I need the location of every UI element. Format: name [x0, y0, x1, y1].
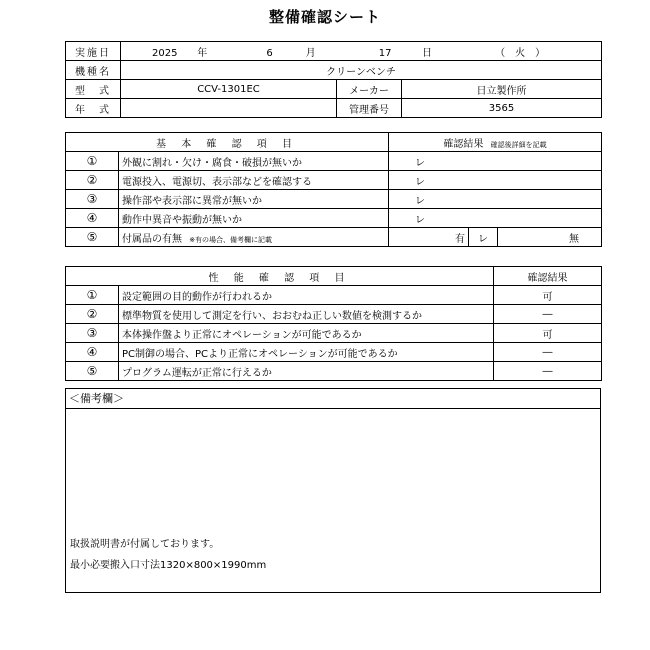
row-number: ② — [66, 305, 119, 324]
check-item-text — [119, 228, 389, 247]
model-name-field[interactable]: クリーンベンチ — [121, 61, 602, 80]
check-item-text: 本体操作盤より正常にオペレーションが可能であるか — [119, 324, 494, 343]
accessory-check[interactable]: レ — [469, 228, 498, 247]
year-value: 2025 — [152, 47, 178, 59]
check-result-cell[interactable]: レ — [389, 209, 602, 228]
check-result-cell[interactable]: レ — [389, 190, 602, 209]
check-item-text: 電源投入、電源切、表示部などを確認する — [119, 171, 389, 190]
accessory-yes[interactable]: 有 — [389, 228, 469, 247]
year-type-label: 年 式 — [66, 99, 121, 118]
check-item-text: プログラム運転が正常に行えるか — [119, 362, 494, 381]
model-name-label: 機種名 — [66, 61, 121, 80]
row-number: ④ — [66, 343, 119, 362]
check-result-cell[interactable]: レ — [389, 152, 602, 171]
check-item-text: PC制御の場合、PCより正常にオペレーションが可能であるか — [119, 343, 494, 362]
row-number: ① — [66, 286, 119, 305]
row-number: ② — [66, 171, 119, 190]
month-unit: 月 — [305, 47, 316, 59]
check-item-text: 外観に割れ・欠け・腐食・破損が無いか — [119, 152, 389, 171]
model-label: 型 式 — [66, 80, 121, 99]
day-unit: 日 — [421, 47, 432, 59]
basic-result-header-label: 確認結果 — [443, 138, 484, 150]
performance-check-table — [65, 266, 602, 381]
table-row — [66, 343, 602, 362]
basic-result-header — [389, 133, 602, 152]
notes-header: ＜備考欄＞ — [66, 389, 600, 409]
mgmt-label: 管理番号 — [337, 99, 402, 118]
notes-box[interactable] — [65, 388, 601, 593]
month-value: 6 — [266, 47, 273, 59]
maker-label: メーカー — [337, 80, 402, 99]
perf-result-header: 確認結果 — [494, 267, 602, 286]
basic-result-note: 確認後詳細を記載 — [490, 140, 547, 149]
check-result-cell[interactable]: 可 — [494, 324, 602, 343]
model-field[interactable]: CCV-1301EC — [121, 80, 337, 99]
row-number: ① — [66, 152, 119, 171]
year-unit: 年 — [197, 47, 208, 59]
day-value: 17 — [378, 47, 392, 59]
weekday: （ 火 ） — [495, 47, 546, 59]
note-line-1: 取扱説明書が付属しております。 — [70, 539, 220, 550]
check-item-text: 標準物質を使用して測定を行い、おおむね正しい数値を検測するか — [119, 305, 494, 324]
mgmt-field[interactable]: 3565 — [402, 99, 602, 118]
table-row — [66, 171, 602, 190]
check-result-cell[interactable]: ― — [494, 362, 602, 381]
table-row — [66, 152, 602, 171]
note-line-2: 最小必要搬入口寸法1320×800×1990mm — [70, 560, 267, 571]
page-title: 整備確認シート — [268, 8, 381, 26]
check-item-text: 操作部や表示部に異常が無いか — [119, 190, 389, 209]
row-number: ③ — [66, 190, 119, 209]
table-row — [66, 286, 602, 305]
accessory-label: 付属品の有無 — [122, 233, 182, 245]
basic-check-table — [65, 132, 602, 247]
accessory-no[interactable]: 無 — [498, 228, 602, 247]
check-item-text: 設定範囲の目的動作が行われるか — [119, 286, 494, 305]
perf-header: 性 能 確 認 項 目 — [66, 267, 494, 286]
check-result-cell[interactable]: 可 — [494, 286, 602, 305]
table-row — [66, 228, 602, 247]
date-field[interactable] — [121, 42, 602, 61]
table-row — [66, 362, 602, 381]
check-result-cell[interactable]: ― — [494, 305, 602, 324]
maker-field[interactable]: 日立製作所 — [402, 80, 602, 99]
row-number: ④ — [66, 209, 119, 228]
table-row — [66, 190, 602, 209]
year-type-field[interactable] — [121, 99, 337, 118]
table-row — [66, 305, 602, 324]
accessory-note: ※有の場合、備考欄に記載 — [189, 235, 273, 244]
date-label: 実施日 — [66, 42, 121, 61]
table-row — [66, 209, 602, 228]
check-result-cell[interactable]: ― — [494, 343, 602, 362]
table-row — [66, 324, 602, 343]
info-table — [65, 41, 602, 118]
row-number: ⑤ — [66, 228, 119, 247]
basic-header: 基 本 確 認 項 目 — [66, 133, 389, 152]
row-number: ③ — [66, 324, 119, 343]
check-item-text: 動作中異音や振動が無いか — [119, 209, 389, 228]
check-result-cell[interactable]: レ — [389, 171, 602, 190]
row-number: ⑤ — [66, 362, 119, 381]
